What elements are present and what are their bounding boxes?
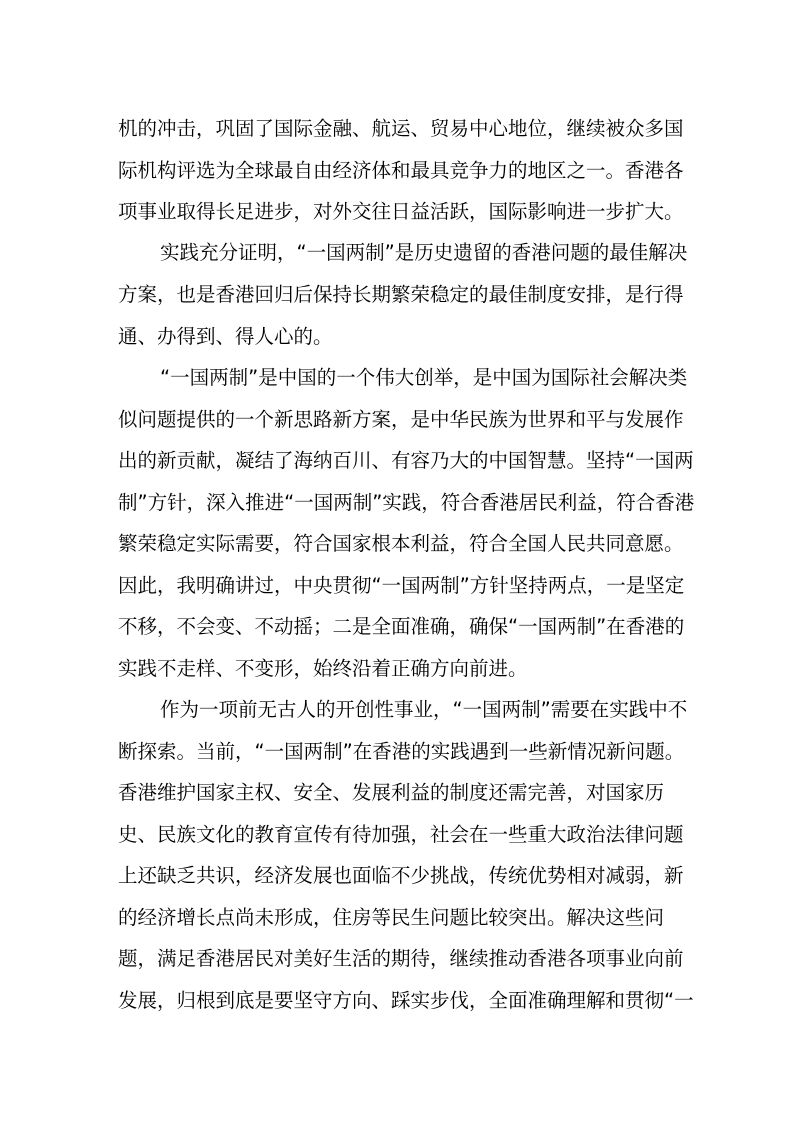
- text-line: 史、民族文化的教育宣传有待加强，社会在一些重大政治法律问题: [118, 823, 684, 846]
- paragraph-first-line: 实践充分证明，“一国两制”是历史遗留的香港问题的最佳解决: [160, 241, 688, 264]
- text-line: 发展，归根到底是要坚守方向、踩实步伐，全面准确理解和贯彻“一: [118, 989, 694, 1012]
- paragraph-first-line: 作为一项前无古人的开创性事业，“一国两制”需要在实践中不: [160, 698, 688, 721]
- text-line: 实践不走样、不变形，始终沿着正确方向前进。: [118, 657, 528, 680]
- text-line: 际机构评选为全球最自由经济体和最具竞争力的地区之一。香港各: [118, 159, 684, 182]
- text-line: 上还缺乏共识，经济发展也面临不少挑战，传统优势相对减弱，新: [118, 864, 684, 887]
- text-line: 制”方针，深入推进“一国两制”实践，符合香港居民利益，符合香港: [118, 491, 695, 514]
- text-line: 断探索。当前，“一国两制”在香港的实践遇到一些新情况新问题。: [118, 740, 685, 763]
- text-line: 项事业取得长足进步，对外交往日益活跃，国际影响进一步扩大。: [118, 200, 684, 223]
- text-line: 的经济增长点尚未形成，住房等民生问题比较突出。解决这些问: [118, 906, 665, 929]
- text-line: 题，满足香港居民对美好生活的期待，继续推动香港各项事业向前: [118, 947, 684, 970]
- text-line: 通、办得到、得人心的。: [118, 325, 333, 348]
- text-line: 因此，我明确讲过，中央贯彻“一国两制”方针坚持两点，一是坚定: [118, 574, 685, 597]
- paragraph-first-line: “一国两制”是中国的一个伟大创举，是中国为国际社会解决类: [160, 366, 688, 389]
- text-line: 方案，也是香港回归后保持长期繁荣稳定的最佳制度安排，是行得: [118, 283, 684, 306]
- text-line: 出的新贡献，凝结了海纳百川、有容乃大的中国智慧。坚持“一国两: [118, 449, 694, 472]
- text-line: 繁荣稳定实际需要，符合国家根本利益，符合全国人民共同意愿。: [118, 532, 684, 555]
- text-line: 香港维护国家主权、安全、发展利益的制度还需完善，对国家历: [118, 781, 665, 804]
- text-line: 似问题提供的一个新思路新方案，是中华民族为世界和平与发展作: [118, 408, 684, 431]
- text-line: 机的冲击，巩固了国际金融、航运、贸易中心地位，继续被众多国: [118, 117, 684, 140]
- text-line: 不移，不会变、不动摇；二是全面准确，确保“一国两制”在香港的: [118, 615, 685, 638]
